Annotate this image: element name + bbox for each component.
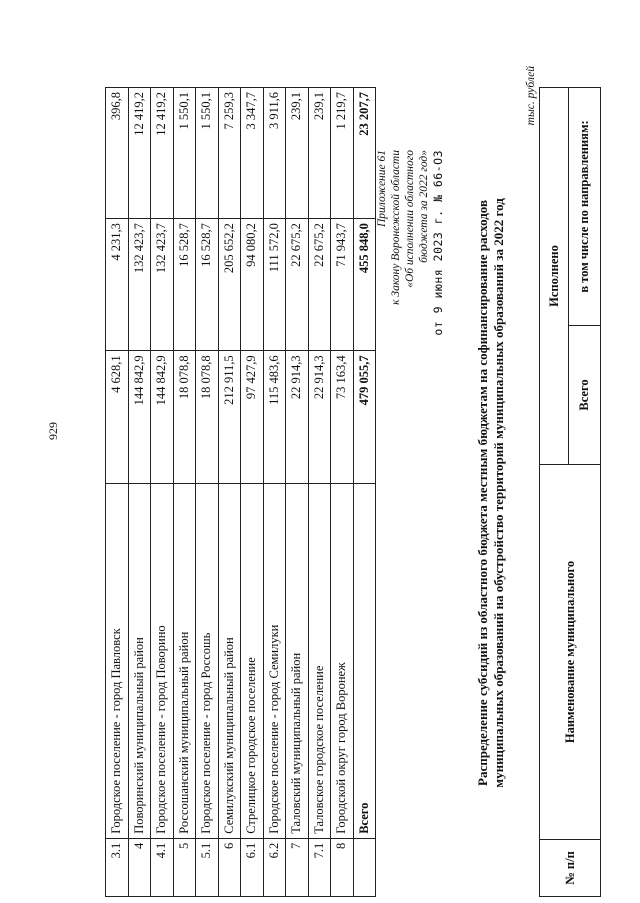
row-number: 7.1 <box>308 838 331 896</box>
row-number: 8 <box>331 838 354 896</box>
appendix-line: Приложение 61 <box>376 150 388 228</box>
header-num: № п/п <box>540 840 601 897</box>
row-direction-a: 22 675,2 <box>286 219 309 351</box>
row-name: Стрелицкое городское поселение <box>241 483 264 838</box>
appendix-line: «Об исполнении областного <box>404 150 416 288</box>
units-label: тыс. рублей <box>525 66 537 126</box>
row-total: 22 914,3 <box>286 351 309 483</box>
row-name: Городское поселение - город Россошь <box>196 483 219 838</box>
header-executed: Исполнено <box>540 88 569 465</box>
row-direction-b: 1 550,1 <box>196 88 219 219</box>
row-total: 144 842,9 <box>151 351 174 483</box>
row-name: Семилукский муниципальный район <box>218 483 241 838</box>
row-number: 6.2 <box>263 838 286 896</box>
page-number: 929 <box>46 422 60 440</box>
table-row <box>173 88 196 897</box>
row-direction-b: 239,1 <box>308 88 331 219</box>
row-total: 479 055,7 <box>353 351 376 483</box>
row-name: Таловский муниципальный район <box>286 483 309 838</box>
row-direction-b: 239,1 <box>286 88 309 219</box>
row-name: Городское поселение - город Семилуки <box>263 483 286 838</box>
row-name: Городской округ город Воронеж <box>331 483 354 838</box>
table-row <box>106 88 129 897</box>
table-row <box>241 88 264 897</box>
appendix-doc-date: от 9 июня 2023 г. № 66-ОЗ <box>431 150 445 336</box>
row-total: 97 427,9 <box>241 351 264 483</box>
rotated-page <box>105 8 635 898</box>
table-row <box>196 88 219 897</box>
header-including: в том числе по направлениям: <box>569 88 601 326</box>
appendix-note <box>375 150 445 550</box>
row-direction-a: 455 848,0 <box>353 219 376 351</box>
row-name: Таловское городское поселение <box>308 483 331 838</box>
row-direction-a: 111 572,0 <box>263 219 286 351</box>
row-number: 5.1 <box>196 838 219 896</box>
row-direction-a: 132 423,7 <box>128 219 151 351</box>
row-total: 22 914,3 <box>308 351 331 483</box>
row-direction-b: 12 419,2 <box>128 88 151 219</box>
row-direction-a: 94 080,2 <box>241 219 264 351</box>
row-direction-a: 205 652,2 <box>218 219 241 351</box>
header-name: Наименование муниципального <box>540 465 601 840</box>
row-number: 4 <box>128 838 151 896</box>
row-total: 115 483,6 <box>263 351 286 483</box>
row-name: Всего <box>353 483 376 838</box>
row-direction-b: 3 347,7 <box>241 88 264 219</box>
table-row <box>218 88 241 897</box>
row-direction-a: 4 231,3 <box>106 219 129 351</box>
row-number: 4.1 <box>151 838 174 896</box>
row-direction-b: 23 207,7 <box>353 88 376 219</box>
row-name: Городское поселение - город Поворино <box>151 483 174 838</box>
row-total: 4 628,1 <box>106 351 129 483</box>
row-direction-a: 22 675,2 <box>308 219 331 351</box>
title-line: муниципальных образований на обустройство территорий муниципальных образований за 2022 год <box>491 198 506 788</box>
row-direction-b: 1 550,1 <box>173 88 196 219</box>
table-row <box>353 88 376 897</box>
table-row <box>308 88 331 897</box>
row-direction-a: 16 528,7 <box>196 219 219 351</box>
row-number: 7 <box>286 838 309 896</box>
appendix-line: к Закону Воронежской области <box>390 150 402 305</box>
row-direction-b: 1 219,7 <box>331 88 354 219</box>
title-line: Распределение субсидий из областного бюджета местным бюджетам на софинансирование расходов <box>475 200 490 786</box>
row-direction-a: 16 528,7 <box>173 219 196 351</box>
table-row <box>128 88 151 897</box>
row-number: 6 <box>218 838 241 896</box>
row-name: Россошанский муниципальный район <box>173 483 196 838</box>
row-number: 5 <box>173 838 196 896</box>
header-total: Всего <box>569 326 601 465</box>
row-total: 18 078,8 <box>196 351 219 483</box>
row-direction-a: 71 943,7 <box>331 219 354 351</box>
row-total: 212 911,5 <box>218 351 241 483</box>
row-name: Городское поселение - город Павловск <box>106 483 129 838</box>
document-title <box>475 148 507 838</box>
row-direction-b: 3 911,6 <box>263 88 286 219</box>
appendix-line: бюджета за 2022 год» <box>418 150 430 263</box>
table-row <box>151 88 174 897</box>
row-name: Поворинский муниципальный район <box>128 483 151 838</box>
row-direction-a: 132 423,7 <box>151 219 174 351</box>
row-direction-b: 7 259,3 <box>218 88 241 219</box>
data-table <box>105 87 376 897</box>
table-row <box>263 88 286 897</box>
row-direction-b: 12 419,2 <box>151 88 174 219</box>
row-number: 3.1 <box>106 838 129 896</box>
header-table <box>539 87 601 897</box>
row-number <box>353 838 376 896</box>
row-total: 18 078,8 <box>173 351 196 483</box>
row-total: 144 842,9 <box>128 351 151 483</box>
row-total: 73 163,4 <box>331 351 354 483</box>
row-direction-b: 396,8 <box>106 88 129 219</box>
table-row <box>331 88 354 897</box>
row-number: 6.1 <box>241 838 264 896</box>
table-row <box>286 88 309 897</box>
